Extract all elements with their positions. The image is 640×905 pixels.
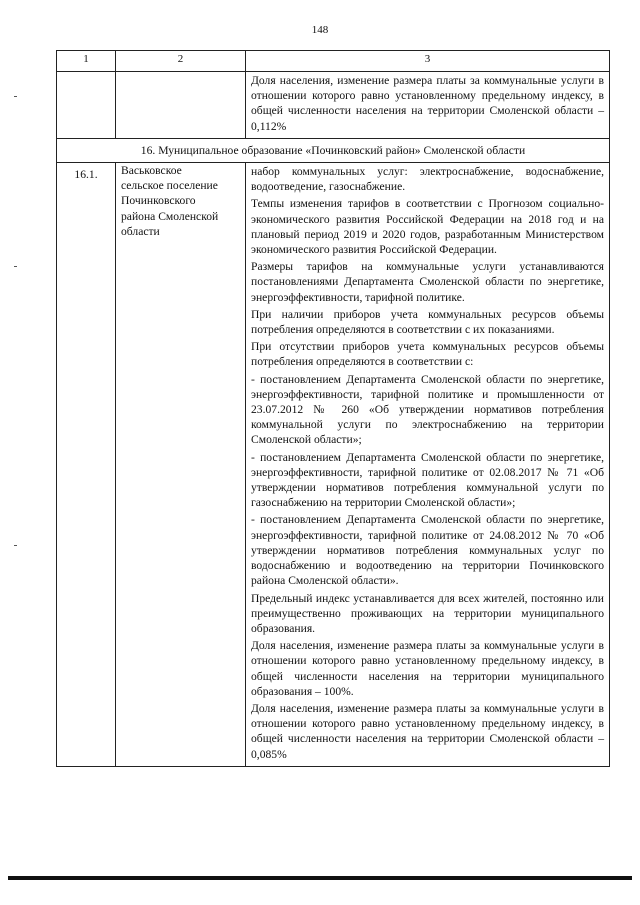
entry-name-line: Васьковское (121, 164, 182, 178)
entry-paragraph: - постановлением Департамента Смоленской области по энергетике, энергоэффективности, тарифной политике и промышленности от 23.07.2012 № 260 «Об утверждении нормативов потребления коммунальной услуги по электроснабжению на территории Смоленской области»; (251, 372, 604, 447)
header-col-3: 3 (246, 51, 610, 72)
scan-margin-mark (14, 96, 17, 97)
section-title-row (57, 138, 610, 162)
continued-row-text-cell (246, 72, 610, 139)
entry-paragraph: При наличии приборов учета коммунальных ресурсов объемы потребления определяются в соответствии с их показаниями. (251, 307, 604, 337)
footer-rule (8, 876, 632, 880)
entry-paragraph: набор коммунальных услуг: электроснабжение, водоснабжение, водоотведение, газоснабжение. (251, 165, 604, 194)
scan-margin-mark (14, 266, 17, 267)
tariff-table (56, 50, 610, 767)
entry-paragraph: - постановлением Департамента Смоленской области по энергетике, энергоэффективности, тарифной политике от 02.08.2017 № 71 «Об утверждении нормативов потребления коммунальной услуги по газоснабжению на территории Смоленской области»; (251, 450, 604, 510)
entry-name-line: Починковского (121, 194, 196, 208)
table-header-row (57, 51, 610, 72)
scan-margin-mark (14, 545, 17, 546)
entry-name-line: района Смоленской (121, 209, 219, 223)
page-number: 148 (311, 24, 329, 36)
continued-row (57, 72, 610, 139)
entry-paragraph: Темпы изменения тарифов в соответствии с Прогнозом социально-экономического развития Российской Федерации на 2018 год и на плановый период 2019 и 2020 годов, разработанным Министерством экономического развития Российской Федерации. (251, 197, 604, 257)
entry-paragraph: Размеры тарифов на коммунальные услуги устанавливаются постановлениями Департамента Смоленской области по энергетике, энергоэффективности, тарифной политике. (251, 260, 604, 304)
section-title: 16. Муниципальное образование «Починковский район» Смоленской области (57, 138, 610, 162)
header-col-1: 1 (57, 51, 116, 72)
entry-paragraph: Предельный индекс устанавливается для всех жителей, постоянно или преимущественно проживающих на территории муниципального образования. (251, 591, 604, 635)
entry-paragraph: Доля населения, изменение размера платы за коммунальные услуги в отношении которого равно установленному предельному индексу, в общей численности населения на территории Смоленской области – 0,085% (251, 701, 604, 761)
continued-row-text: Доля населения, изменение размера платы за коммунальные услуги в отношении которого равно установленному предельному индексу, в общей численности населения на территории Смоленской области – 0,112% (251, 74, 604, 133)
entry-name-line: сельское поселение (121, 179, 218, 193)
entry-number: 16.1. (57, 163, 116, 767)
entry-paragraph: Доля населения, изменение размера платы за коммунальные услуги в отношении которого равно установленному предельному индексу, в общей численности населения на территории муниципального образования – 100%. (251, 639, 604, 698)
entry-paragraph: При отсутствии приборов учета коммунальных ресурсов объемы потребления определяются в соответствии с: (251, 340, 604, 369)
entry-name (116, 163, 246, 767)
continued-row-number-cell (57, 72, 116, 139)
entry-description (246, 163, 610, 767)
header-col-2: 2 (116, 51, 246, 72)
continued-row-name-cell (116, 72, 246, 139)
entry-paragraph: - постановлением Департамента Смоленской области по энергетике, энергоэффективности, тарифной политике от 24.08.2012 № 70 «Об утверждении нормативов потребления коммунальных услуг по водоснабжению и водоотведению на территории Починковского района Смоленской области». (251, 513, 604, 588)
entry-name-line: области (121, 224, 160, 238)
entry-row (57, 163, 610, 767)
